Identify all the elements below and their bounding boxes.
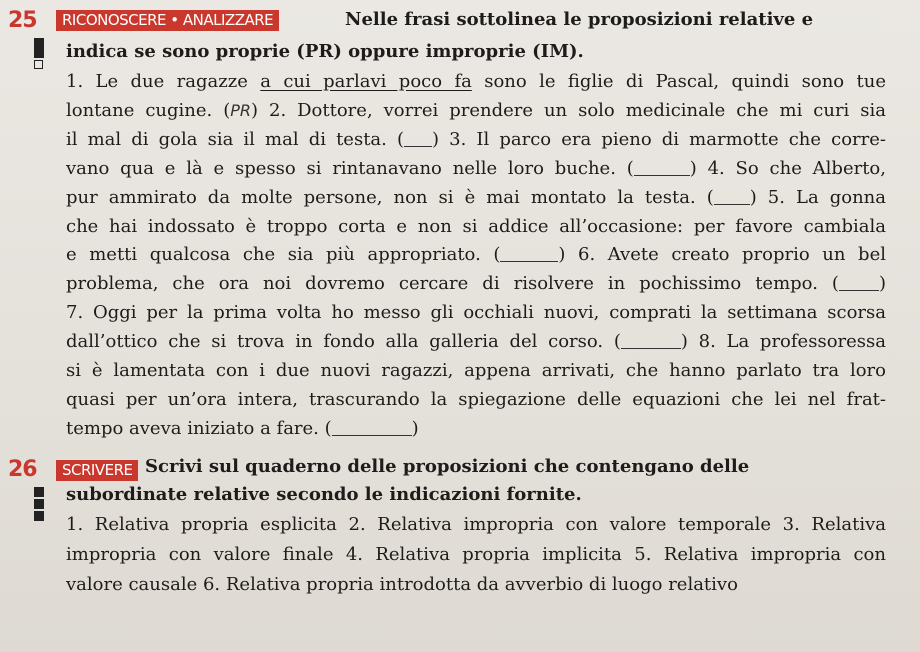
answer-pr: PR — [230, 100, 252, 120]
answer-blank[interactable] — [714, 188, 750, 205]
answer-blank[interactable] — [621, 332, 681, 349]
text-line: 1. Relativa propria esplicita 2. Relativa impropria con valore temporale 3. Relativa — [66, 514, 886, 535]
text-line: quasi per un’ora intera, trascurando la spiegazione delle equazioni che lei nel frat- — [66, 388, 886, 410]
text-line: 1. Le due ragazze a cui parlavi poco fa sono le figlie di Pascal, quindi sono tue — [66, 71, 886, 92]
answer-blank[interactable] — [500, 245, 558, 262]
difficulty-filled-square-icon — [34, 48, 44, 58]
text-line: pur ammirato da molte persone, non si è mai montato la testa. ( ) 5. La gonna — [66, 186, 886, 208]
exercise-number: 25 — [8, 8, 37, 33]
difficulty-empty-square-icon — [34, 60, 43, 69]
difficulty-filled-square-icon — [34, 38, 44, 48]
text-line: tempo aveva iniziato a fare. ( ) — [66, 417, 419, 439]
text-line: che hai indossato è troppo corta e non si addice all’occasione: per favore cambiala — [66, 215, 886, 237]
instruction-line-2: subordinate relative secondo le indicazioni fornite. — [66, 484, 582, 505]
exercise-text — [66, 68, 886, 444]
instruction-line-1: Scrivi sul quaderno delle proposizioni che contengano delle — [145, 456, 750, 477]
text-line: lontane cugine. (PR) 2. Dottore, vorrei prendere un solo medicinale che mi curi sia — [66, 99, 886, 121]
difficulty-filled-square-icon — [34, 487, 44, 497]
difficulty-filled-square-icon — [34, 499, 44, 509]
text-line: si è lamentata con i due nuovi ragazzi, appena arrivati, che hanno parlato tra loro — [66, 360, 886, 382]
answer-blank[interactable] — [332, 419, 412, 436]
difficulty-filled-square-icon — [34, 511, 44, 521]
instruction-line-2: indica se sono proprie (PR) oppure improprie (IM). — [66, 41, 584, 62]
instruction-line-1: Nelle frasi sottolinea le proposizioni relative e — [345, 9, 814, 30]
underlined-relative: a cui parlavi poco fa — [260, 71, 472, 92]
answer-blank[interactable] — [404, 130, 432, 147]
text-line: dall’ottico che si trova in fondo alla galleria del corso. ( ) 8. La professoressa — [66, 331, 886, 353]
text-line: 7. Oggi per la prima volta ho messo gli occhiali nuovi, comprati la settimana scorsa — [66, 302, 886, 324]
answer-blank[interactable] — [634, 159, 690, 176]
text-line: problema, che ora noi dovremo cercare di risolvere in pochissimo tempo. ( ) — [66, 273, 886, 295]
text-line: impropria con valore finale 4. Relativa propria implicita 5. Relativa impropria con — [66, 544, 886, 565]
answer-blank[interactable] — [839, 274, 879, 291]
exercise-number: 26 — [8, 457, 37, 482]
exercise-tag: SCRIVERE — [56, 460, 138, 481]
text-line: e metti qualcosa che sia più appropriato. ( ) 6. Avete creato proprio un bel — [66, 244, 886, 266]
text-line: il mal di gola sia il mal di testa. ( ) 3. Il parco era pieno di marmotte che corre- — [66, 128, 886, 150]
exercise-tag: RICONOSCERE • ANALIZZARE — [56, 10, 279, 31]
text-line: vano qua e là e spesso si rintanavano nelle loro buche. ( ) 4. So che Alberto, — [66, 157, 886, 179]
text-line: valore causale 6. Relativa propria introdotta da avverbio di luogo relativo — [66, 574, 738, 595]
exercise-text — [66, 510, 886, 600]
